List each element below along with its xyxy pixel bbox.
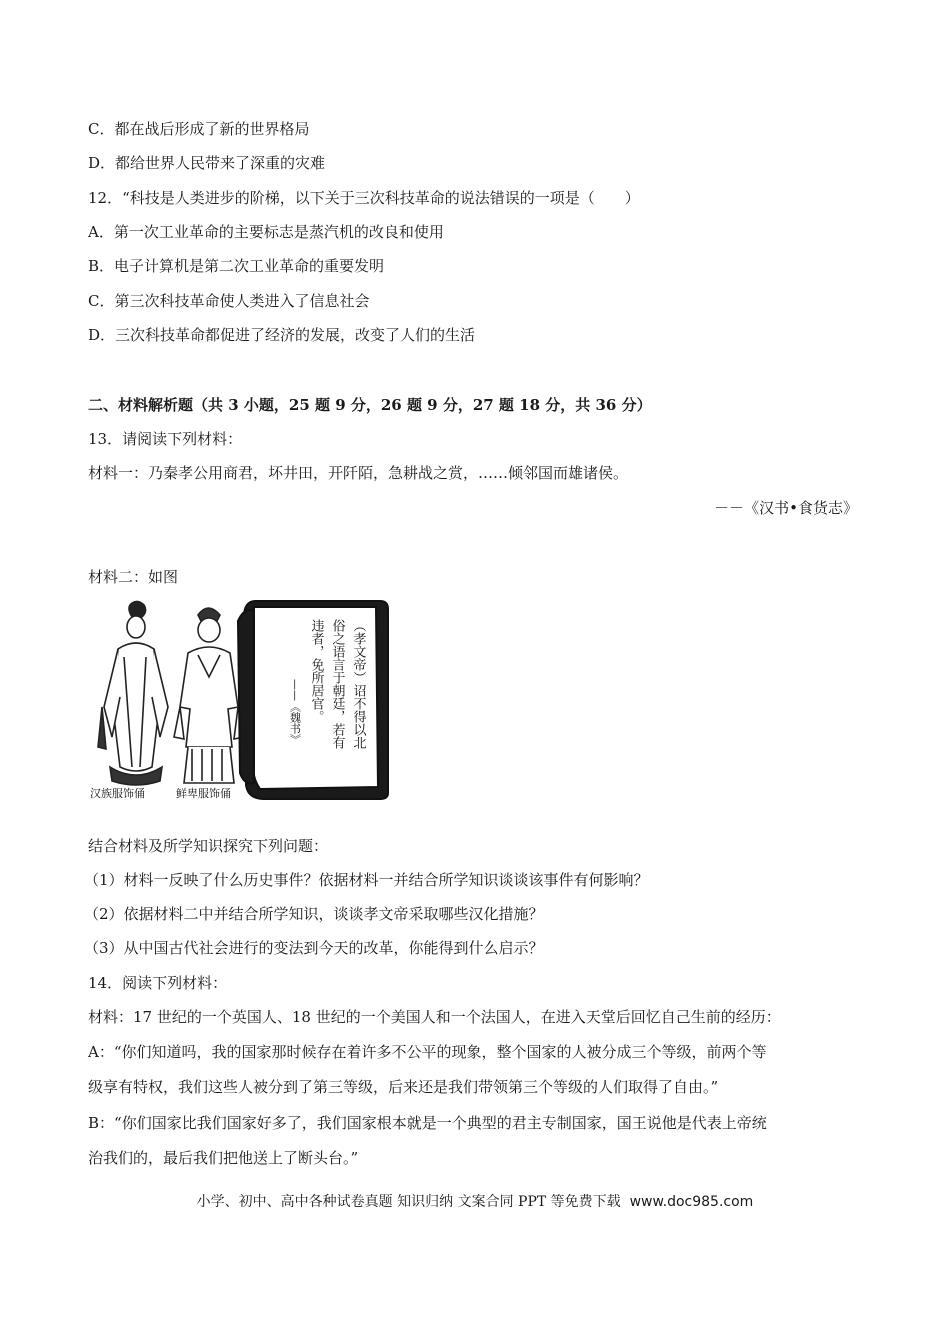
q14-stem: 14．阅读下列材料：: [88, 974, 228, 992]
section-heading: 二、材料解析题（共 3 小题，25 题 9 分，26 题 9 分，27 题 18 分，共 36 分）: [88, 396, 652, 414]
q13-source-1: －－《汉书•食货志》: [714, 499, 858, 517]
q12-option-d: D．三次科技革命都促进了经济的发展，改变了人们的生活: [88, 326, 476, 344]
q12-option-c: C．第三次科技革命使人类进入了信息社会: [88, 292, 370, 310]
material-2-figure: [88, 597, 390, 803]
page-footer: [0, 1192, 950, 1212]
q14-speaker-a-line-1: A：“你们知道吗，我的国家那时候存在着许多不公平的现象，整个国家的人被分成三个等级，前两个等: [88, 1043, 767, 1061]
scroll-line-3: 违者，免所居官。: [308, 619, 324, 723]
han-figurine-label: 汉族服饰俑: [90, 787, 145, 800]
q13-stem: 13．请阅读下列材料：: [88, 430, 243, 448]
scroll-source: ——《魏书》: [288, 679, 302, 745]
q14-speaker-a-line-2: 级享有特权，我们这些人被分到了第三等级，后来还是我们带领第三个等级的人们取得了自由。”: [88, 1078, 719, 1096]
xianbei-figurine-label: 鲜卑服饰俑: [176, 787, 231, 800]
q14-speaker-b-line-2: 治我们的，最后我们把他送上了断头台。”: [88, 1149, 359, 1167]
q12-option-b: B．电子计算机是第二次工业革命的重要发明: [88, 257, 385, 275]
q13-prompt: 结合材料及所学知识探究下列问题：: [88, 837, 329, 855]
q12-stem: 12．“科技是人类进步的阶梯，以下关于三次科技革命的说法错误的一项是（ ）: [88, 189, 640, 207]
q14-material: 材料：17 世纪的一个英国人、18 世纪的一个美国人和一个法国人，在进入天堂后回忆自己生前的经历：: [88, 1008, 781, 1026]
q11-option-c: C．都在战后形成了新的世界格局: [88, 120, 310, 138]
q13-sub-question-2: （2）依据材料二中并结合所学知识，谈谈孝文帝采取哪些汉化措施？: [84, 905, 544, 923]
q13-sub-question-3: （3）从中国古代社会进行的变法到今天的改革，你能得到什么启示？: [84, 939, 544, 957]
scroll-line-2: 俗之语言于朝廷，若有: [329, 619, 345, 749]
q14-speaker-b-line-1: B：“你们国家比我们国家好多了，我们国家根本就是一个典型的君主专制国家，国王说他是代表上帝统: [88, 1114, 767, 1132]
q13-material-1: 材料一：乃秦孝公用商君，坏井田，开阡陌，急耕战之赏，……倾邻国而雄诸侯。: [88, 464, 629, 482]
q13-sub-question-1: （1）材料一反映了什么历史事件？依据材料一并结合所学知识谈谈该事件有何影响？: [84, 871, 649, 889]
q11-option-d: D．都给世界人民带来了深重的灾难: [88, 154, 326, 172]
footer-url-link[interactable]: www.doc985.com: [629, 1194, 754, 1210]
q13-material-2: 材料二：如图: [88, 568, 179, 586]
q12-option-a: A．第一次工业革命的主要标志是蒸汽机的改良和使用: [88, 223, 444, 241]
footer-text: 小学、初中、高中各种试卷真题 知识归纳 文案合同 PPT 等免费下载: [196, 1194, 621, 1210]
scroll-line-1: （孝文帝）诏不得以北: [350, 619, 366, 749]
